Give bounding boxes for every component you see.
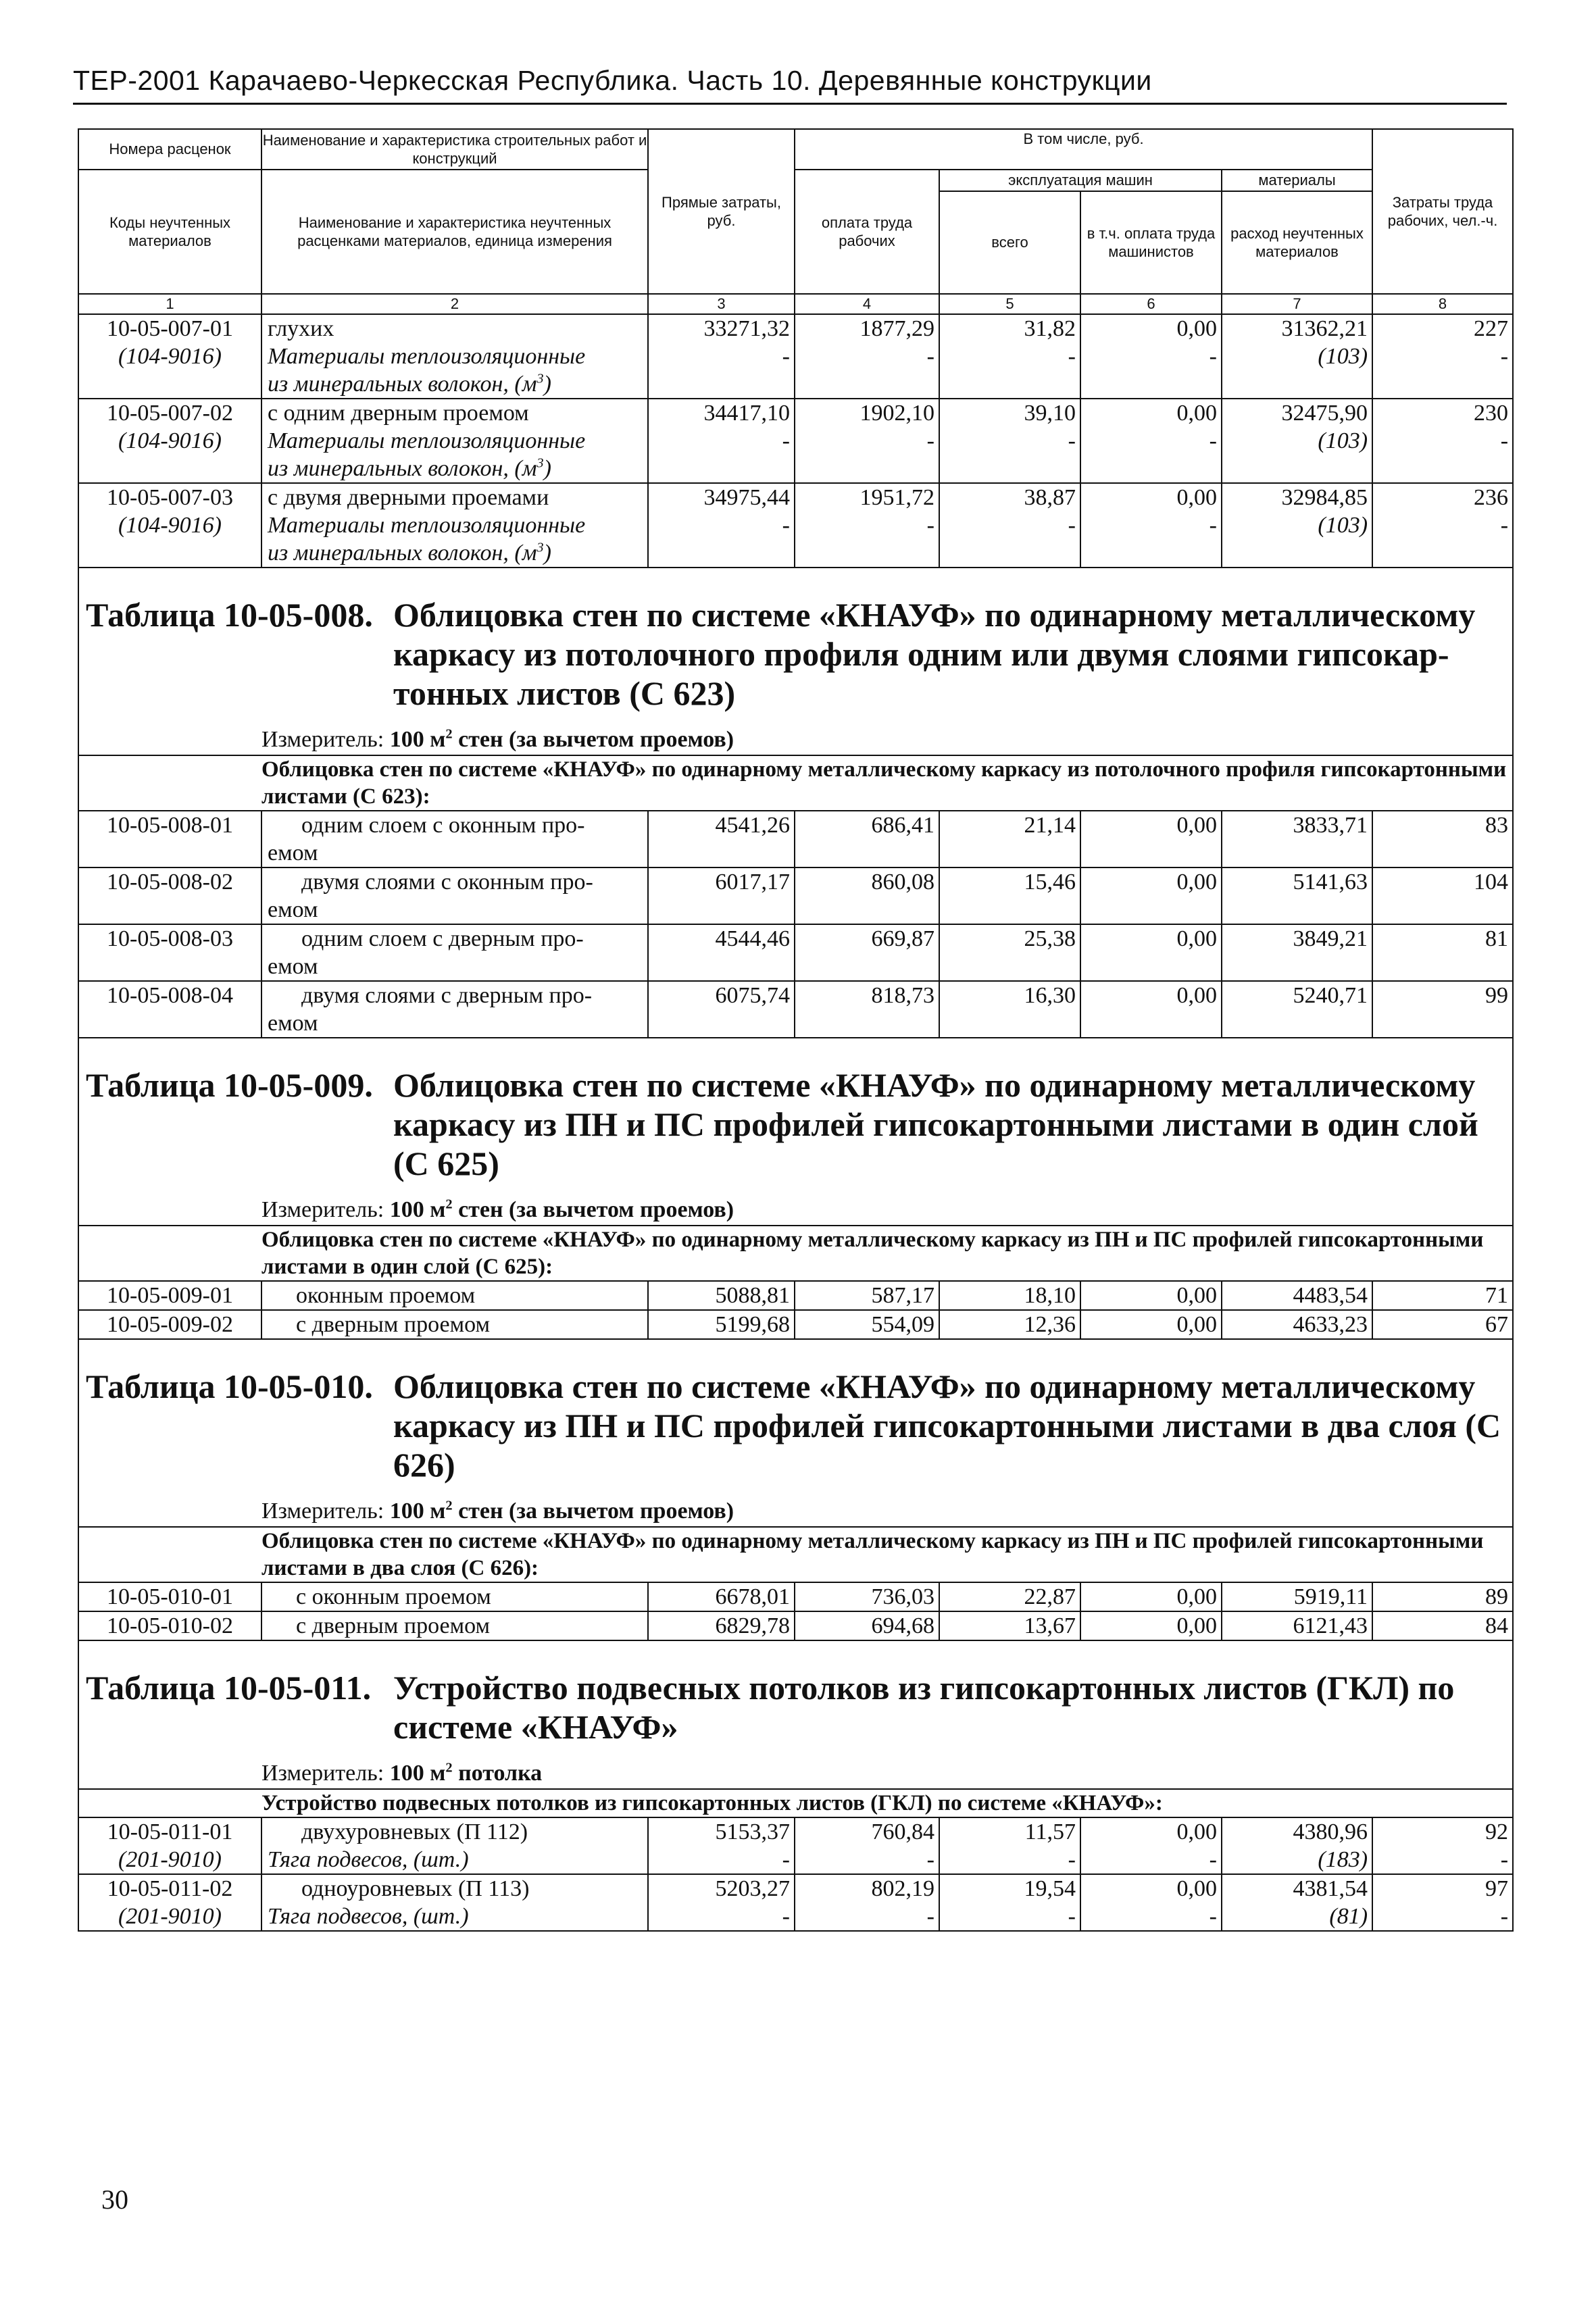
rate-code: 10-05-007-03 — [107, 485, 233, 510]
direct-cost: 5088,81 — [648, 1281, 795, 1310]
rate-code: 10-05-009-02 — [78, 1310, 261, 1339]
machinists: 0,00 — [1080, 1281, 1222, 1310]
material-quantity: (81) — [1329, 1904, 1368, 1929]
group-label: Облицовка стен по системе «КНАУФ» по одинарному металлическому каркасу из ПН и ПС профилей гипсокартонными листами в один слой (С 625): — [78, 1226, 1513, 1281]
meter-rest: стен (за вычетом проемов) — [458, 727, 734, 752]
table-name: Облицовка стен по системе «КНАУФ» по одинарному металлическому каркасу из ПН и ПС профилей гипсокартонными листами в два слоя (С 626) — [393, 1367, 1501, 1484]
meter-sup: 2 — [445, 726, 453, 742]
dash: - — [1500, 344, 1509, 369]
materials: 5919,11 — [1222, 1582, 1372, 1611]
group-label: Облицовка стен по системе «КНАУФ» по одинарному металлическому каркасу из потолочного профиля гипсокартонными листами (С 623): — [78, 755, 1513, 811]
machines: 39,10 — [1024, 401, 1076, 426]
rate-code: 10-05-011-02 — [107, 1876, 233, 1901]
dash: - — [1209, 1847, 1217, 1872]
table-number: Таблица 10-05-011. — [86, 1669, 372, 1707]
header-row-1 — [78, 129, 1513, 170]
machinists-cell — [1080, 483, 1222, 568]
row-name-cell — [261, 399, 648, 483]
row-code-cell — [78, 399, 261, 483]
table-title — [79, 568, 1512, 713]
row-name-cell — [261, 924, 648, 981]
machines-cell — [939, 1874, 1080, 1931]
labor: 236 — [1474, 485, 1509, 510]
dash: - — [1500, 513, 1509, 538]
dash: - — [1068, 344, 1076, 369]
col-num-3: 3 — [648, 294, 795, 314]
materials: 5141,63 — [1222, 867, 1372, 924]
labor: 97 — [1485, 1876, 1509, 1901]
material-unit — [268, 539, 647, 567]
material-unit-text: из минеральных волокон, (м — [268, 540, 537, 565]
dash: - — [926, 513, 934, 538]
labor: 84 — [1372, 1611, 1513, 1640]
dash: - — [1500, 1904, 1509, 1929]
direct-cost: 34417,10 — [703, 401, 790, 426]
direct-cost: 5153,37 — [715, 1819, 790, 1844]
col-num-6: 6 — [1080, 294, 1222, 314]
header-machines: эксплуатация машин — [939, 170, 1222, 191]
direct-cost-cell — [648, 1874, 795, 1931]
table-011-heading-row — [78, 1640, 1513, 1789]
wages-cell — [795, 1817, 939, 1874]
table-009-heading-row — [78, 1038, 1513, 1226]
meter-value: 100 м — [389, 727, 446, 752]
machinists-cell — [1080, 399, 1222, 483]
meter-sup: 2 — [445, 1498, 453, 1513]
labor-cell — [1372, 314, 1513, 399]
material-code: (104-9016) — [118, 513, 222, 538]
materials-cell — [1222, 314, 1372, 399]
materials: 4381,54 — [1293, 1876, 1368, 1901]
machines: 38,87 — [1024, 485, 1076, 510]
labor: 104 — [1372, 867, 1513, 924]
material-code: (201-9010) — [118, 1847, 222, 1872]
materials: 4633,23 — [1222, 1310, 1372, 1339]
rate-name-cont: емом — [268, 1011, 318, 1036]
wages: 1951,72 — [859, 485, 934, 510]
materials: 3833,71 — [1222, 811, 1372, 867]
dash: - — [926, 1847, 934, 1872]
dash: - — [782, 344, 790, 369]
meter — [79, 1183, 1512, 1225]
wages-cell — [795, 314, 939, 399]
col-num-5: 5 — [939, 294, 1080, 314]
header-col2-top: Наименование и характеристика строительных работ и конструкций — [261, 129, 648, 170]
wages: 736,03 — [795, 1582, 939, 1611]
dash: - — [1209, 344, 1217, 369]
dash: - — [926, 1904, 934, 1929]
labor-cell — [1372, 483, 1513, 568]
header-col2-bottom: Наименование и характеристика неучтенных расценками материалов, единица измерения — [261, 170, 648, 294]
material-quantity: (103) — [1318, 513, 1368, 538]
page-number: 30 — [101, 2184, 128, 2215]
table-title — [79, 1038, 1512, 1183]
header-col3: Прямые затраты, руб. — [648, 129, 795, 294]
direct-cost-cell — [648, 314, 795, 399]
materials-cell — [1222, 399, 1372, 483]
rate-name-cont: емом — [268, 954, 318, 979]
table-number: Таблица 10-05-010. — [86, 1367, 373, 1405]
dash: - — [782, 513, 790, 538]
material-code: (201-9010) — [118, 1904, 222, 1929]
direct-cost: 4544,46 — [648, 924, 795, 981]
price-table — [78, 128, 1514, 1932]
machinists: 0,00 — [1176, 485, 1217, 510]
rate-name: двухуровневых (П 112) — [301, 1819, 528, 1844]
rate-code: 10-05-010-02 — [78, 1611, 261, 1640]
material-unit-text: из минеральных волокон, (м — [268, 372, 537, 397]
table-title — [79, 1340, 1512, 1484]
dash: - — [782, 1904, 790, 1929]
wages-cell — [795, 1874, 939, 1931]
group-label: Устройство подвесных потолков из гипсокартонных листов (ГКЛ) по системе «КНАУФ»: — [78, 1789, 1513, 1817]
header-col6: в т.ч. оплата труда машинистов — [1080, 191, 1222, 294]
dash: - — [1500, 1847, 1509, 1872]
labor: 230 — [1474, 401, 1509, 426]
materials-cell — [1222, 483, 1372, 568]
table-row — [78, 314, 1513, 399]
meter-label: Измеритель: — [261, 1761, 384, 1786]
material-unit-end: ) — [543, 540, 551, 565]
wages: 554,09 — [795, 1310, 939, 1339]
meter-label: Измеритель: — [261, 1197, 384, 1222]
labor: 227 — [1474, 316, 1509, 341]
machinists: 0,00 — [1176, 316, 1217, 341]
machines: 15,46 — [939, 867, 1080, 924]
machines: 21,14 — [939, 811, 1080, 867]
table-number: Таблица 10-05-009. — [86, 1066, 373, 1104]
wages: 669,87 — [795, 924, 939, 981]
table-row — [78, 483, 1513, 568]
wages-cell — [795, 483, 939, 568]
dash: - — [782, 428, 790, 453]
rate-code: 10-05-010-01 — [78, 1582, 261, 1611]
rate-name: оконным проемом — [261, 1281, 648, 1310]
material-unit-sup: 3 — [537, 455, 544, 471]
row-name-cell — [261, 1874, 648, 1931]
rate-code: 10-05-008-01 — [78, 811, 261, 867]
rate-code: 10-05-007-01 — [107, 316, 233, 341]
dash: - — [926, 344, 934, 369]
machinists: 0,00 — [1176, 1876, 1217, 1901]
group-row — [78, 1226, 1513, 1281]
meter-label: Измеритель: — [261, 1499, 384, 1524]
row-name-cell — [261, 314, 648, 399]
dash: - — [1209, 1904, 1217, 1929]
meter-value: 100 м — [389, 1499, 446, 1524]
material-unit-sup: 3 — [537, 371, 544, 386]
rate-name: одним слоем с оконным про- — [301, 813, 585, 838]
dash: - — [1500, 428, 1509, 453]
machines: 25,38 — [939, 924, 1080, 981]
direct-cost-cell — [648, 399, 795, 483]
machinists: 0,00 — [1080, 811, 1222, 867]
price-table-frame — [78, 128, 1512, 1990]
header-in-total: В том числе, руб. — [795, 129, 1372, 170]
machinists-cell — [1080, 1874, 1222, 1931]
group-row — [78, 755, 1513, 811]
materials: 5240,71 — [1222, 981, 1372, 1038]
table-row — [78, 811, 1513, 867]
material-unit-text: из минеральных волокон, (м — [268, 456, 537, 481]
table-row — [78, 1611, 1513, 1640]
table-name: Устройство подвесных потолков из гипсокартонных листов (ГКЛ) по системе «КНАУФ» — [393, 1669, 1455, 1746]
meter-value: 100 м — [389, 1197, 446, 1222]
dash: - — [1068, 428, 1076, 453]
table-010-heading-row — [78, 1339, 1513, 1527]
group-row — [78, 1789, 1513, 1817]
material-name: Тяга подвесов, (шт.) — [268, 1847, 469, 1872]
row-name-cell — [261, 1817, 648, 1874]
labor: 89 — [1372, 1582, 1513, 1611]
rate-name: одноуровневых (П 113) — [301, 1876, 530, 1901]
row-name-cell — [261, 981, 648, 1038]
direct-cost: 33271,32 — [703, 316, 790, 341]
machines: 22,87 — [939, 1582, 1080, 1611]
machines: 12,36 — [939, 1310, 1080, 1339]
row-name-cell — [261, 811, 648, 867]
rate-name: двумя слоями с оконным про- — [301, 870, 593, 895]
wages: 802,19 — [871, 1876, 934, 1901]
table-009-heading — [78, 1038, 1513, 1226]
col-num-1: 1 — [78, 294, 261, 314]
rate-code: 10-05-008-03 — [78, 924, 261, 981]
material-name: Тяга подвесов, (шт.) — [268, 1904, 469, 1929]
wages: 694,68 — [795, 1611, 939, 1640]
machines-cell — [939, 1817, 1080, 1874]
dash: - — [1209, 428, 1217, 453]
col-num-2: 2 — [261, 294, 648, 314]
machines-cell — [939, 314, 1080, 399]
header-col5: всего — [939, 191, 1080, 294]
row-code-cell — [78, 314, 261, 399]
col-num-7: 7 — [1222, 294, 1372, 314]
table-008-heading-row — [78, 568, 1513, 755]
meter-value: 100 м — [389, 1761, 446, 1786]
wages: 587,17 — [795, 1281, 939, 1310]
materials-cell — [1222, 1874, 1372, 1931]
direct-cost: 6829,78 — [648, 1611, 795, 1640]
table-010-heading — [78, 1339, 1513, 1527]
materials: 6121,43 — [1222, 1611, 1372, 1640]
labor: 92 — [1485, 1819, 1509, 1844]
labor-cell — [1372, 399, 1513, 483]
row-code-cell — [78, 1817, 261, 1874]
dash: - — [926, 428, 934, 453]
table-row — [78, 1582, 1513, 1611]
material-unit-end: ) — [543, 372, 551, 397]
rate-name: глухих — [268, 316, 334, 341]
rate-code: 10-05-009-01 — [78, 1281, 261, 1310]
meter — [79, 713, 1512, 755]
material-name: Материалы теплоизоляционные — [268, 344, 586, 369]
running-title: ТЕР-2001 Карачаево-Черкесская Республика. Часть 10. Деревянные конструкции — [73, 65, 1152, 96]
labor: 81 — [1372, 924, 1513, 981]
direct-cost: 6017,17 — [648, 867, 795, 924]
meter — [79, 1484, 1512, 1526]
machines: 11,57 — [1024, 1819, 1076, 1844]
machinists: 0,00 — [1080, 924, 1222, 981]
meter — [79, 1746, 1512, 1788]
material-unit-end: ) — [543, 456, 551, 481]
rate-name: с дверным проемом — [261, 1611, 648, 1640]
material-quantity: (103) — [1318, 344, 1368, 369]
rate-name-cont: емом — [268, 897, 318, 922]
direct-cost: 5199,68 — [648, 1310, 795, 1339]
header-col4: оплата труда рабочих — [795, 170, 939, 294]
materials-cell — [1222, 1817, 1372, 1874]
machinists: 0,00 — [1080, 1582, 1222, 1611]
table-row — [78, 1281, 1513, 1310]
machines: 18,10 — [939, 1281, 1080, 1310]
materials: 32475,90 — [1281, 401, 1368, 426]
rate-name: с одним дверным проемом — [268, 401, 529, 426]
meter-rest: потолка — [458, 1761, 543, 1786]
rate-code: 10-05-008-02 — [78, 867, 261, 924]
materials: 4483,54 — [1222, 1281, 1372, 1310]
table-row — [78, 1310, 1513, 1339]
table-row — [78, 981, 1513, 1038]
dash: - — [1068, 513, 1076, 538]
direct-cost-cell — [648, 483, 795, 568]
wages: 1902,10 — [859, 401, 934, 426]
table-008-heading — [78, 568, 1513, 755]
rate-name: одним слоем с дверным про- — [301, 926, 584, 951]
table-row — [78, 924, 1513, 981]
direct-cost: 4541,26 — [648, 811, 795, 867]
material-quantity: (103) — [1318, 428, 1368, 453]
machines: 13,67 — [939, 1611, 1080, 1640]
material-code: (104-9016) — [118, 428, 222, 453]
rate-code: 10-05-007-02 — [107, 401, 233, 426]
header-col1-bottom: Коды неучтенных материалов — [78, 170, 261, 294]
wages: 818,73 — [795, 981, 939, 1038]
group-row — [78, 1527, 1513, 1582]
machinists-cell — [1080, 314, 1222, 399]
dash: - — [1068, 1847, 1076, 1872]
direct-cost: 34975,44 — [703, 485, 790, 510]
wages: 1877,29 — [859, 316, 934, 341]
material-unit — [268, 455, 647, 482]
machines: 16,30 — [939, 981, 1080, 1038]
title-rule — [73, 103, 1507, 105]
labor: 67 — [1372, 1310, 1513, 1339]
machinists: 0,00 — [1176, 1819, 1217, 1844]
machinists-cell — [1080, 1817, 1222, 1874]
labor-cell — [1372, 1817, 1513, 1874]
dash: - — [1209, 513, 1217, 538]
rate-name: с оконным проемом — [261, 1582, 648, 1611]
group-label: Облицовка стен по системе «КНАУФ» по одинарному металлическому каркасу из ПН и ПС профилей гипсокартонными листами в два слоя (С 626): — [78, 1527, 1513, 1582]
col-num-8: 8 — [1372, 294, 1513, 314]
table-row — [78, 1817, 1513, 1874]
materials: 31362,21 — [1281, 316, 1368, 341]
machinists: 0,00 — [1176, 401, 1217, 426]
rate-name: с двумя дверными проемами — [268, 485, 549, 510]
machinists: 0,00 — [1080, 981, 1222, 1038]
meter-sup: 2 — [445, 1197, 453, 1212]
machinists: 0,00 — [1080, 1611, 1222, 1640]
meter-rest: стен (за вычетом проемов) — [458, 1197, 734, 1222]
rate-name: двумя слоями с дверным про- — [301, 983, 593, 1008]
meter-rest: стен (за вычетом проемов) — [458, 1499, 734, 1524]
machinists: 0,00 — [1080, 867, 1222, 924]
materials: 4380,96 — [1293, 1819, 1368, 1844]
labor: 99 — [1372, 981, 1513, 1038]
direct-cost: 6678,01 — [648, 1582, 795, 1611]
table-name: Облицовка стен по системе «КНАУФ» по одинарному металлическому каркасу из потолочного профиля одним или двумя слоями гипсокар-тонных листов (С 623) — [393, 596, 1476, 712]
table-011-heading — [78, 1640, 1513, 1789]
machines: 19,54 — [1024, 1876, 1076, 1901]
material-unit — [268, 370, 647, 398]
material-name: Материалы теплоизоляционные — [268, 513, 586, 538]
material-quantity: (183) — [1318, 1847, 1368, 1872]
machines: 31,82 — [1024, 316, 1076, 341]
rate-code: 10-05-011-01 — [107, 1819, 233, 1844]
header-col1-top: Номера расценок — [78, 129, 261, 170]
labor: 71 — [1372, 1281, 1513, 1310]
labor-cell — [1372, 1874, 1513, 1931]
row-code-cell — [78, 1874, 261, 1931]
table-title — [79, 1641, 1512, 1746]
dash: - — [1068, 1904, 1076, 1929]
col-num-4: 4 — [795, 294, 939, 314]
table-number: Таблица 10-05-008. — [86, 596, 373, 634]
material-code: (104-9016) — [118, 344, 222, 369]
meter-label: Измеритель: — [261, 727, 384, 752]
material-name: Материалы теплоизоляционные — [268, 428, 586, 453]
dash: - — [782, 1847, 790, 1872]
material-unit-sup: 3 — [537, 540, 544, 555]
rate-code: 10-05-008-04 — [78, 981, 261, 1038]
labor: 83 — [1372, 811, 1513, 867]
direct-cost: 5203,27 — [715, 1876, 790, 1901]
wages-cell — [795, 399, 939, 483]
row-name-cell — [261, 483, 648, 568]
direct-cost-cell — [648, 1817, 795, 1874]
table-row — [78, 1874, 1513, 1931]
header-materials: материалы — [1222, 170, 1372, 191]
materials: 3849,21 — [1222, 924, 1372, 981]
wages: 860,08 — [795, 867, 939, 924]
machines-cell — [939, 399, 1080, 483]
header-row-2 — [78, 170, 1513, 191]
rate-name: с дверным проемом — [261, 1310, 648, 1339]
row-code-cell — [78, 483, 261, 568]
column-numbers-row — [78, 294, 1513, 314]
header-col8: Затраты труда рабочих, чел.-ч. — [1372, 129, 1513, 294]
table-row — [78, 399, 1513, 483]
header-col7: расход неучтенных материалов — [1222, 191, 1372, 294]
rate-name-cont: емом — [268, 840, 318, 865]
machinists: 0,00 — [1080, 1310, 1222, 1339]
table-name: Облицовка стен по системе «КНАУФ» по одинарному металлическому каркасу из ПН и ПС профилей гипсокартонными листами в один слой (С 625) — [393, 1066, 1478, 1182]
meter-sup: 2 — [445, 1760, 453, 1776]
machines-cell — [939, 483, 1080, 568]
materials: 32984,85 — [1281, 485, 1368, 510]
direct-cost: 6075,74 — [648, 981, 795, 1038]
table-row — [78, 867, 1513, 924]
wages: 760,84 — [871, 1819, 934, 1844]
wages: 686,41 — [795, 811, 939, 867]
row-name-cell — [261, 867, 648, 924]
